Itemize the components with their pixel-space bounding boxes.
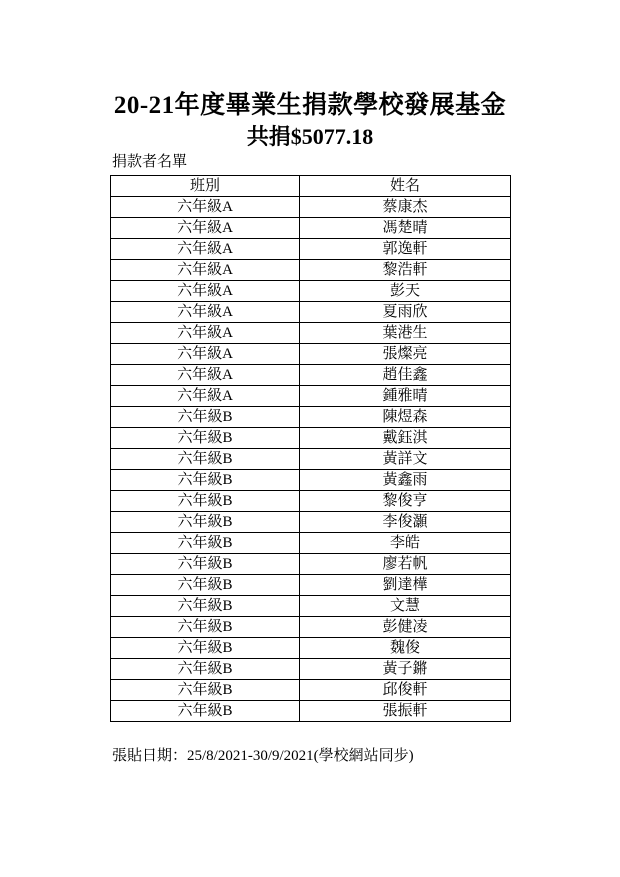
- table-row: [111, 365, 511, 386]
- cell-name: 夏雨欣: [300, 302, 511, 323]
- cell-name: 彭天: [300, 281, 511, 302]
- table-row: [111, 302, 511, 323]
- cell-class: 六年級B: [111, 449, 300, 470]
- table-row: [111, 701, 511, 722]
- cell-name: 黃子鏘: [300, 659, 511, 680]
- cell-name: 戴鈺淇: [300, 428, 511, 449]
- table-row: [111, 617, 511, 638]
- cell-class: 六年級B: [111, 533, 300, 554]
- cell-name: 李皓: [300, 533, 511, 554]
- table-row: [111, 470, 511, 491]
- cell-name: 張燦亮: [300, 344, 511, 365]
- table-row: [111, 281, 511, 302]
- cell-class: 六年級A: [111, 323, 300, 344]
- cell-name: 彭健凌: [300, 617, 511, 638]
- cell-name: 邱俊軒: [300, 680, 511, 701]
- cell-class: 六年級A: [111, 281, 300, 302]
- cell-name: 鍾雅晴: [300, 386, 511, 407]
- cell-name: 李俊灝: [300, 512, 511, 533]
- cell-name: 陳煜森: [300, 407, 511, 428]
- table-row: [111, 638, 511, 659]
- column-header-name: 姓名: [300, 176, 511, 197]
- table-header-row: [111, 176, 511, 197]
- cell-class: 六年級A: [111, 218, 300, 239]
- table-row: [111, 533, 511, 554]
- table-row: [111, 218, 511, 239]
- cell-name: 葉港生: [300, 323, 511, 344]
- donor-list-label: 捐款者名單: [112, 154, 188, 170]
- cell-class: 六年級B: [111, 701, 300, 722]
- cell-class: 六年級B: [111, 512, 300, 533]
- table-row: [111, 344, 511, 365]
- table-row: [111, 239, 511, 260]
- cell-class: 六年級B: [111, 554, 300, 575]
- table-row: [111, 512, 511, 533]
- table-row: [111, 491, 511, 512]
- table-body: [111, 197, 511, 722]
- cell-name: 廖若帆: [300, 554, 511, 575]
- cell-name: 黎俊亨: [300, 491, 511, 512]
- donation-total: 共捐$5077.18: [246, 124, 374, 149]
- cell-name: 趙佳鑫: [300, 365, 511, 386]
- cell-class: 六年級B: [111, 659, 300, 680]
- cell-name: 文慧: [300, 596, 511, 617]
- cell-class: 六年級B: [111, 470, 300, 491]
- cell-class: 六年級A: [111, 386, 300, 407]
- table-row: [111, 449, 511, 470]
- cell-class: 六年級B: [111, 680, 300, 701]
- cell-name: 劉達樺: [300, 575, 511, 596]
- table-row: [111, 323, 511, 344]
- cell-class: 六年級B: [111, 617, 300, 638]
- cell-name: 馮楚晴: [300, 218, 511, 239]
- table-row: [111, 428, 511, 449]
- cell-class: 六年級B: [111, 491, 300, 512]
- table-row: [111, 554, 511, 575]
- cell-class: 六年級B: [111, 428, 300, 449]
- cell-class: 六年級B: [111, 575, 300, 596]
- table-row: [111, 260, 511, 281]
- column-header-class: 班別: [111, 176, 300, 197]
- cell-class: 六年級B: [111, 638, 300, 659]
- cell-class: 六年級A: [111, 239, 300, 260]
- cell-class: 六年級A: [111, 365, 300, 386]
- document-title: 20-21年度畢業生捐款學校發展基金: [113, 92, 507, 119]
- cell-name: 郭逸軒: [300, 239, 511, 260]
- cell-class: 六年級A: [111, 197, 300, 218]
- table-row: [111, 659, 511, 680]
- table-row: [111, 386, 511, 407]
- cell-name: 蔡康杰: [300, 197, 511, 218]
- table-row: [111, 596, 511, 617]
- cell-name: 黃詳文: [300, 449, 511, 470]
- cell-name: 魏俊: [300, 638, 511, 659]
- cell-class: 六年級A: [111, 344, 300, 365]
- table-row: [111, 407, 511, 428]
- cell-name: 黃鑫雨: [300, 470, 511, 491]
- cell-class: 六年級A: [111, 302, 300, 323]
- cell-name: 張振軒: [300, 701, 511, 722]
- table-row: [111, 197, 511, 218]
- cell-class: 六年級B: [111, 407, 300, 428]
- table-row: [111, 680, 511, 701]
- posting-date: 張貼日期：25/8/2021-30/9/2021(學校網站同步): [112, 748, 414, 764]
- cell-name: 黎浩軒: [300, 260, 511, 281]
- cell-class: 六年級A: [111, 260, 300, 281]
- table-row: [111, 575, 511, 596]
- cell-class: 六年級B: [111, 596, 300, 617]
- donor-table: [110, 175, 511, 722]
